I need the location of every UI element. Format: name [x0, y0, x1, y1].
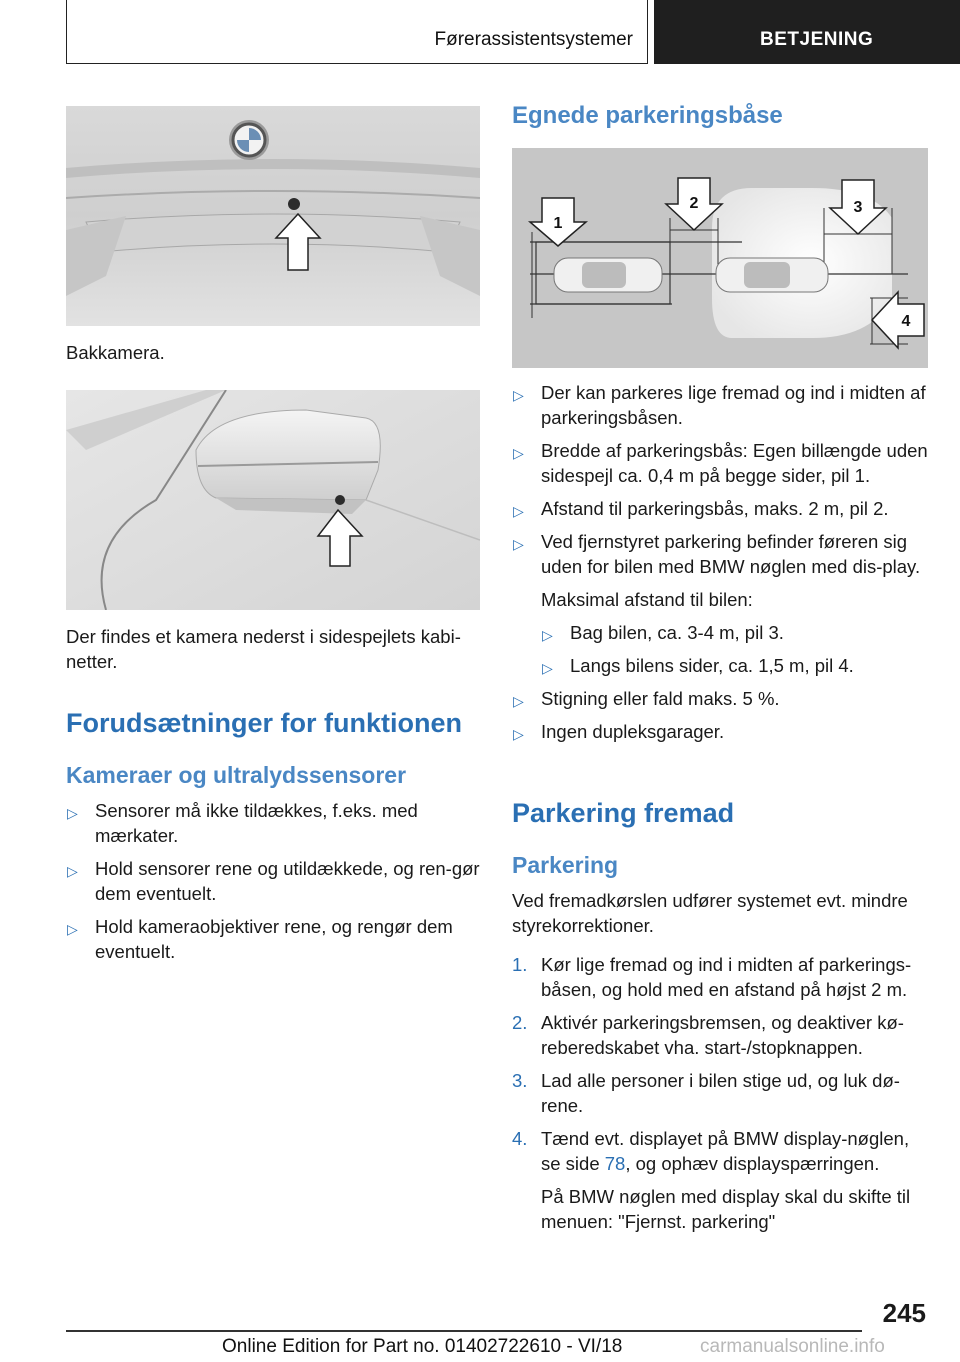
list-item: 4. Tænd evt. displayet på BMW display-nøglen, se side 78, og ophæv displayspærringen. På BMW nøglen med display skal du skifte til menuen: "Fjernst. parkering" — [512, 1126, 932, 1234]
triangle-bullet-icon: ▷ — [513, 726, 524, 742]
list-item: ▷ Bag bilen, ca. 3-4 m, pil 3. — [541, 620, 932, 645]
diagram-label-3: 3 — [853, 199, 863, 216]
footer-edition: Online Edition for Part no. 01402722610 - VI/18 — [222, 1336, 623, 1357]
list-item: ▷ Ingen dupleksgarager. — [512, 719, 932, 744]
list-item: 1. Kør lige fremad og ind i midten af parkerings-båsen, og hold med en afstand på højst 2 m. — [512, 954, 912, 1000]
side-mirror-caption: Der findes et kamera nederst i sidespejlets kabi-netter. — [66, 626, 461, 672]
diagram-label-2: 2 — [689, 195, 699, 212]
side-mirror-photo — [66, 390, 480, 610]
list-item: ▷ Hold kameraobjektiver rene, og rengør dem eventuelt. — [67, 916, 453, 962]
step-extra-note: På BMW nøglen med display skal du skifte til menuen: "Fjernst. parkering" — [541, 1186, 911, 1232]
triangle-bullet-icon: ▷ — [67, 863, 78, 879]
list-item: ▷ Afstand til parkeringsbås, maks. 2 m, pil 2. — [512, 496, 932, 521]
triangle-bullet-icon: ▷ — [542, 627, 553, 643]
max-distance-sublist — [541, 620, 932, 678]
prerequisites-heading: Forudsætninger for funktionen — [66, 708, 462, 738]
max-distance-label: Maksimal afstand til bilen: — [541, 589, 753, 610]
parking-steps-list — [512, 952, 932, 1242]
header-section-title: Førerassistentsystemer — [434, 29, 633, 50]
header-section-box — [66, 0, 648, 64]
triangle-bullet-icon: ▷ — [513, 387, 524, 403]
page-link[interactable]: 78 — [604, 1153, 626, 1174]
triangle-bullet-icon: ▷ — [67, 805, 78, 821]
triangle-bullet-icon: ▷ — [513, 536, 524, 552]
diagram-label-4: 4 — [901, 313, 911, 330]
parking-space-heading: Egnede parkeringsbåse — [512, 102, 783, 129]
parking-space-bullet-list — [512, 380, 932, 752]
parking-space-diagram — [512, 148, 928, 368]
list-item: ▷ Hold sensorer rene og utildækkede, og ren-gør dem eventuelt. — [67, 858, 480, 904]
triangle-bullet-icon: ▷ — [513, 693, 524, 709]
parking-intro-text: Ved fremadkørslen udfører systemet evt. mindre styrekorrektioner. — [512, 890, 908, 936]
list-item: ▷ Langs bilens sider, ca. 1,5 m, pil 4. — [541, 653, 932, 678]
header-chapter-box — [654, 0, 960, 64]
sensor-bullet-list — [66, 798, 480, 972]
triangle-bullet-icon: ▷ — [542, 660, 553, 676]
diagram-label-1: 1 — [553, 215, 563, 232]
forward-parking-heading: Parkering fremad — [512, 798, 735, 828]
triangle-bullet-icon: ▷ — [513, 503, 524, 519]
list-item: 3. Lad alle personer i bilen stige ud, og luk dø-rene. — [512, 1070, 900, 1116]
list-item: ▷ Ved fjernstyret parkering befinder føreren sig uden for bilen med BMW nøglen med dis-play. Maksimal afstand til bilen: ▷ Bag bilen, ca. 3-4 m, pil 3. ▷ Langs bilens sider, ca. 1,5 m, pil 4. — [512, 529, 932, 678]
list-item: ▷ Der kan parkeres lige fremad og ind i midten af parkeringsbåsen. — [513, 382, 926, 428]
triangle-bullet-icon: ▷ — [67, 921, 78, 937]
footer-divider — [66, 1330, 862, 1332]
rear-camera-photo — [66, 106, 480, 326]
header-chapter-title: BETJENING — [760, 29, 874, 50]
list-item: ▷ Sensorer må ikke tildækkes, f.eks. med mærkater. — [67, 800, 418, 846]
page-number: 245 — [882, 1298, 926, 1328]
rear-camera-caption: Bakkamera. — [66, 342, 165, 363]
footer-watermark: carmanualsonline.info — [700, 1336, 885, 1357]
triangle-bullet-icon: ▷ — [513, 445, 524, 461]
parking-subheading: Parkering — [512, 852, 619, 878]
list-item: 2. Aktivér parkeringsbremsen, og deaktiver kø-reberedskabet vha. start-/stopknappen. — [512, 1012, 904, 1058]
list-item: ▷ Bredde af parkeringsbås: Egen billængde uden sidespejl ca. 0,4 m på begge sider, pil 1. — [513, 440, 928, 486]
list-item: ▷ Stigning eller fald maks. 5 %. — [512, 686, 932, 711]
cameras-sensors-heading: Kameraer og ultralydssensorer — [66, 762, 407, 788]
